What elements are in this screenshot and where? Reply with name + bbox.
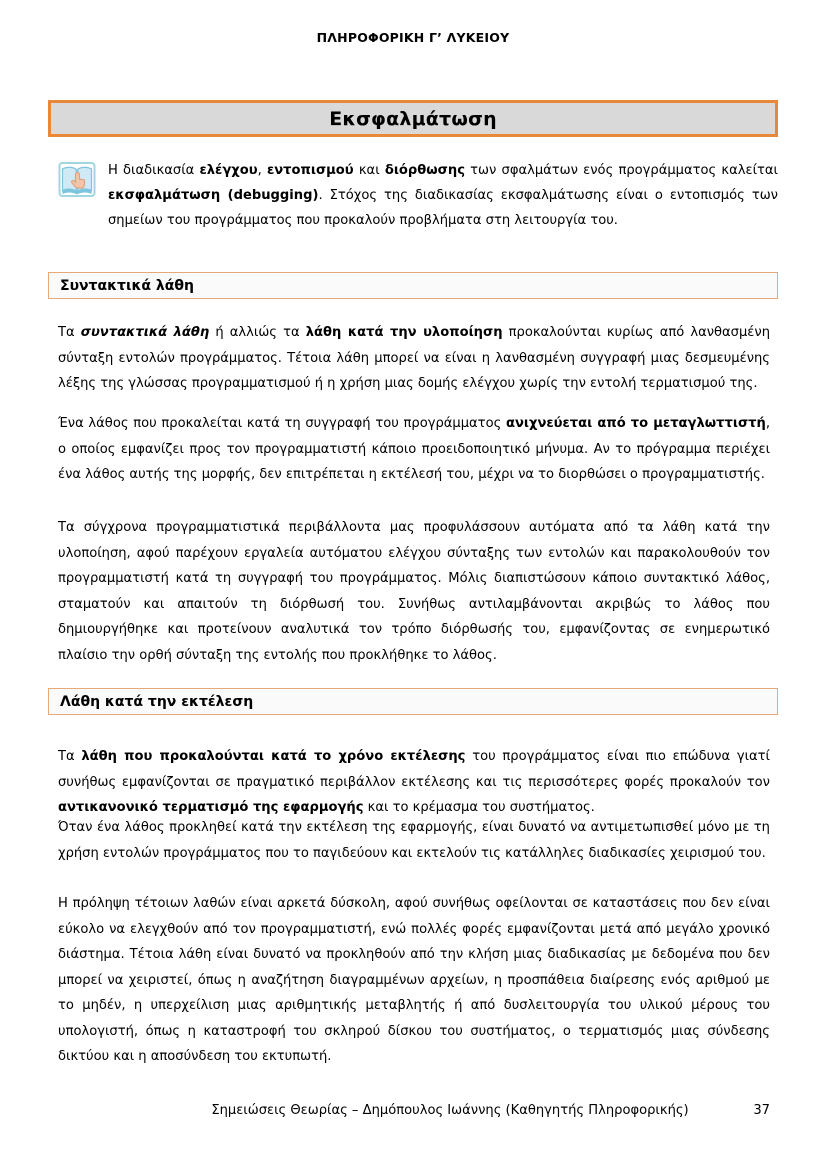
paragraph-syntax-2: [58, 411, 770, 488]
paragraph-runtime-2: [58, 815, 770, 866]
chapter-title-text: Εκσφαλμάτωση: [329, 107, 497, 130]
callout-run-1: Η διαδικασία: [108, 163, 200, 178]
definition-callout-text: [96, 158, 778, 233]
footer-page-number: 37: [753, 1102, 770, 1118]
paragraph-syntax-3: [58, 515, 770, 668]
text-run-1: Τα σύγχρονα προγραμματιστικά περιβάλλοντα μας προφυλάσσουν αυτόματα από τα λάθη κατά την υλοποίηση, αφού παρέχουν εργαλεία αυτόματου ελέγχου σύνταξης των εντολών και παρακολουθούν τον προγραμματιστή κατά τη συγγραφή του προγράμματος. Μόλις διαπιστώσουν κάποιο συντακτικό λάθος, σταματούν και απαιτούν τη διόρθωσή του. Συνήθως αντιλαμβάνονται ακριβώς το λάθος που δημιουργήθηκε και προτείνουν αναλυτικά τον τρόπο διόρθωσής του, εμφανίζοντας σε ενημερωτικό πλαίσιο την ορθή σύνταξη της εντολής που προκλήθηκε το λάθος.: [58, 520, 770, 663]
section-heading-syntax-errors: [48, 272, 778, 299]
callout-run-5: και: [353, 163, 385, 178]
section-heading-runtime-errors: [48, 688, 778, 715]
text-run-1: Τα: [58, 749, 82, 764]
callout-run-2: ελέγχου: [199, 163, 258, 178]
text-run-5: και το κρέμασμα του συστήματος.: [363, 800, 595, 815]
chapter-title-banner: [48, 100, 778, 137]
text-run-4: αντικανονικό τερματισμό της εφαρμογής: [58, 800, 364, 815]
section-heading-label: Συντακτικά λάθη: [60, 277, 194, 294]
section-heading-label: Λάθη κατά την εκτέλεση: [60, 693, 254, 710]
text-run-2: λάθη που προκαλούνται κατά το χρόνο εκτέλεσης: [81, 749, 466, 764]
definition-callout: [58, 158, 778, 233]
paragraph-runtime-3: [58, 891, 770, 1070]
text-run-2: ανιχνεύεται από το μεταγλωττιστή: [505, 416, 766, 431]
callout-run-4: εντοπισμού: [266, 163, 354, 178]
text-run-1: Ένα λάθος που προκαλείται κατά τη συγγραφή του προγράμματος: [58, 416, 506, 431]
text-run-3: ή αλλιώς τα: [209, 325, 306, 340]
text-run-1: Όταν ένα λάθος προκληθεί κατά την εκτέλεση της εφαρμογής, είναι δυνατό να αντιμετωπισθεί μόνο με τη χρήση εντολών προγράμματος που το παγιδεύουν και εκτελούν τις κατάλληλες διαδικασίες χειρισμού του.: [58, 820, 770, 861]
running-header: ΠΛΗΡΟΦΟΡΙΚΗ Γ’ ΛΥΚΕΙΟΥ: [316, 30, 510, 45]
text-run-1: Η πρόληψη τέτοιων λαθών είναι αρκετά δύσκολη, αφού συνήθως οφείλονται σε καταστάσεις που δεν είναι εύκολο να ελεγχθούν από τον προγραμματιστή, ενώ πολλές φορές εμφανίζονται μετά από μεγάλο χρονικό διάστημα. Τέτοια λάθη είναι δυνατό να προκληθούν από την κλήση μιας διαδικασίας με δεδομένα που δεν μπορεί να χειριστεί, όπως η αναζήτηση διαγραμμένων αρχείων, η προσπάθεια διαίρεσης ενός αριθμού με το μηδέν, η υπερχείλιση μιας αριθμητικής μεταβλητής ή από δυσλειτουργία του υλικού μέρους του υπολογιστή, όπως η καταστροφή του σκληρού δίσκου του συστήματος, ο τερματισμός μιας σύνδεσης δικτύου και η αποσύνδεση του εκτυπωτή.: [58, 896, 770, 1064]
text-run-2: συντακτικά λάθη: [80, 325, 210, 340]
callout-run-6: διόρθωσης: [384, 163, 465, 178]
paragraph-syntax-1: [58, 320, 770, 397]
callout-run-7: των σφαλμάτων ενός προγράμματος καλείται: [464, 163, 778, 178]
open-book-hand-icon: [58, 160, 96, 200]
page-footer: [48, 1100, 778, 1120]
callout-run-8: εκσφαλμάτωση (debugging): [108, 188, 319, 203]
text-run-5: προκαλούνται κυρίως από λανθασμένη σύνταξη εντολών προγράμματος. Τέτοια λάθη μπορεί να είναι η λανθασμένη συγγραφή μιας δεσμευμένης λέξης της γλώσσας προγραμματισμού ή η χρήση μιας δομής ελέγχου χωρίς την εντολή τερματισμού της.: [58, 325, 770, 391]
text-run-3: του προγράμματος είναι πιο επώδυνα γιατί συνήθως εμφανίζονται σε πραγματικό περιβάλλον εκτέλεσης και τις περισσότερες φορές προκαλούν τον: [58, 749, 770, 790]
footer-text: Σημειώσεις Θεωρίας – Δημόπουλος Ιωάννης (Καθηγητής Πληροφορικής): [211, 1102, 689, 1118]
text-run-3: , ο οποίος εμφανίζει προς τον προγραμματιστή κάποιο προειδοποιητικό μήνυμα. Αν το πρόγραμμα περιέχει ένα λάθος αυτής της μορφής, δεν επιτρέπεται η εκτέλεσή του, μέχρι να το διορθώσει ο προγραμματιστής.: [58, 416, 770, 482]
paragraph-runtime-1: [58, 744, 770, 821]
callout-run-3: ,: [257, 163, 267, 178]
text-run-4: λάθη κατά την υλοποίηση: [305, 325, 503, 340]
callout-run-9: . Στόχος της διαδικασίας εκσφαλμάτωσης είναι ο εντοπισμός των σημείων του προγράμματος που προκαλούν προβλήματα στη λειτουργία του.: [108, 188, 778, 228]
text-run-1: Τα: [58, 325, 81, 340]
